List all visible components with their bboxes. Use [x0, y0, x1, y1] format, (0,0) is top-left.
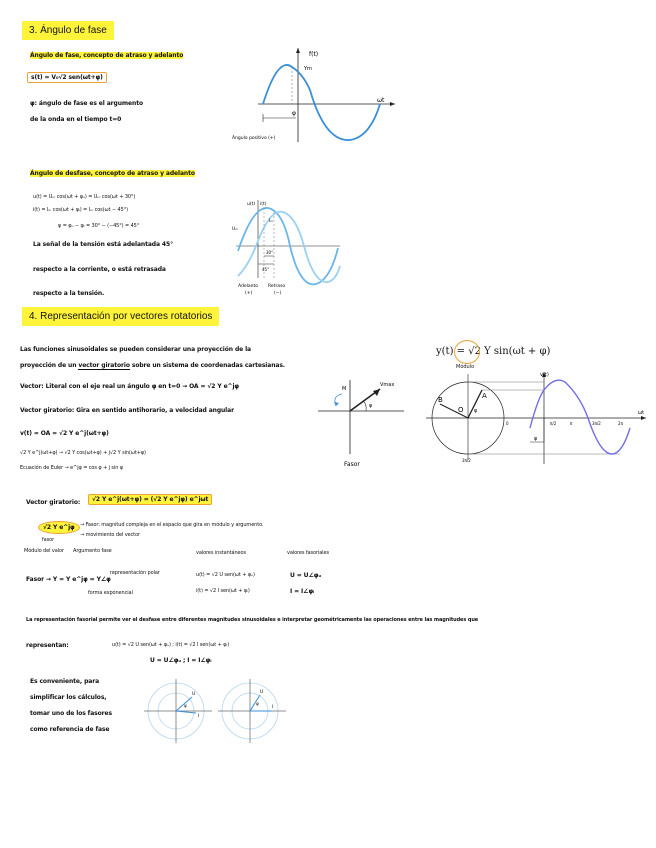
rot-pi2-tick: π/2: [550, 421, 557, 426]
fasor-sub: fasor: [42, 537, 55, 543]
label-mod-valor: Módulo del valor: [24, 548, 64, 554]
text-conveniente-3: tomar uno de los fasores: [30, 710, 112, 717]
text-sinusoidal-2-pre: proyección de un: [20, 362, 79, 369]
text-vector-giratorio: vector giratorio: [78, 362, 130, 369]
fasor-desc-2: → movimiento del vector: [80, 532, 140, 538]
col-instantaneos: valores instantáneos: [196, 550, 246, 556]
inst-current: i(t) = √2 I sen(ωt + φᵢ): [196, 588, 250, 594]
fas-current: I = I∠φᵢ: [290, 588, 315, 595]
rot-A-label: A: [482, 392, 487, 400]
graph2-lag-sub: (−): [274, 291, 282, 296]
fasor-eq-note-2: forma exponencial: [88, 590, 133, 596]
fasor-equation: Fasor → Y = Y e^jφ = Y∠φ: [26, 576, 111, 583]
fasor-desc-1: → Fasor: magnitud compleja en el espacio que gira en módulo y argumento.: [80, 522, 264, 528]
rot-vt-label: v(t): [540, 372, 549, 378]
d1-i-label: I: [198, 714, 200, 719]
phasor-diagram-1: [140, 675, 215, 745]
d1-u-label: U: [192, 692, 196, 697]
rot-phi2-label: φ: [534, 436, 538, 442]
rotating-vector-graph: [420, 368, 650, 464]
fasor-eq-note: representación polar: [110, 570, 160, 576]
inst-voltage: u(t) = √2 U sen(ωt + φᵤ): [196, 572, 255, 578]
d1-psi-label: ψ: [184, 703, 187, 708]
text-phase-def-1: φ: ángulo de fase es el argumento: [30, 100, 143, 107]
fasor-diagram: [312, 376, 410, 472]
fasor-caption: Fasor: [344, 461, 360, 468]
equation-phase-diff: ψ = φᵤ − φᵢ = 30° − (−45°) = 45°: [58, 223, 140, 229]
d2-u-label: U: [260, 690, 264, 695]
text-vector-def: Vector: Literal con el eje real un ángulo φ en t=0 → OA = √2 Y e^jφ: [20, 383, 240, 390]
text-phase-def-2: de la onda en el tiempo t=0: [30, 116, 122, 123]
equation-representan-1: u(t) = √2 U sen(ωt + φᵤ) ; i(t) = √2 I sen(ωt + φᵢ): [112, 642, 230, 648]
graph2-deg2-label: 45°: [262, 267, 270, 272]
subtitle-desfase: Ángulo de desfase, concepto de atraso y adelanto: [30, 170, 195, 177]
rot-2pi-tick: 2π: [618, 421, 623, 426]
vg-formula-box: √2 Y e^j(ωt+φ) = (√2 Y e^jφ) e^jωt: [88, 494, 212, 505]
d2-psi-label: ψ: [256, 701, 259, 706]
graph2-lead-sub: (+): [245, 291, 253, 296]
d2-i-label: I: [272, 705, 274, 710]
equation-vt: v(t) = OA = √2 Y e^j(ωt+φ): [20, 430, 109, 437]
col-fasoriales: valores fasoriales: [287, 550, 329, 556]
text-vector-giratorio-def: Vector giratorio: Gira en sentido antihorario, a velocidad angular: [20, 407, 234, 414]
graph1-phi-label: φ: [292, 110, 296, 117]
modulo-label: Módulo: [456, 364, 475, 370]
equation-representan-2: U = U∠φᵤ ; I = I∠φᵢ: [150, 657, 212, 664]
graph1-x-label: ωt: [377, 97, 385, 104]
formula-yt: y(t) = √2 Y sin(ωt + φ): [436, 346, 551, 357]
equation-euler: Ecuación de Euler → e^jφ = cos φ + j sin φ: [20, 465, 123, 471]
graph2-um-label: Uₘ: [232, 227, 239, 232]
text-conveniente-2: simplificar los cálculos,: [30, 694, 107, 701]
rot-3pi2-tick: 3π/2: [592, 421, 601, 426]
rot-3pi2-circle: 3π/2: [462, 458, 471, 463]
fasor-phi-label: φ: [369, 403, 373, 409]
phasor-diagram-2: [214, 675, 289, 745]
equation-voltage: u(t) = Uₘ cos(ωt + φᵤ) = Uₘ cos(ωt + 30°): [33, 194, 136, 200]
text-desfase-1: La señal de la tensión está adelantada 45°: [33, 241, 173, 248]
fasor-m-label: M: [342, 386, 347, 392]
highlight-circle: [454, 340, 480, 364]
formula-phase: s(t) = V₀√2 sen(ωt+φ): [27, 72, 107, 83]
graph2-deg1-label: 30°: [266, 250, 274, 255]
rot-O-label: O: [458, 406, 464, 414]
lead-lag-graph: [228, 196, 346, 298]
section-heading-vectores: 4. Representación por vectores rotatorios: [22, 307, 219, 326]
graph1-ym-label: Ym: [304, 66, 312, 72]
graph2-im-label: Iₘ: [269, 219, 274, 224]
rot-wt-label: ωt: [638, 410, 645, 416]
graph2-it-label: i(t): [260, 202, 267, 207]
section-heading-angulo-fase: 3. Ángulo de fase: [22, 21, 114, 40]
fasor-vmax-label: Vmax: [380, 382, 395, 388]
equation-euler-expansion: √2 Y e^j(ωt+φ) → √2 Y cos(ωt+φ) + j√2 Y sin(ωt+φ): [20, 450, 146, 456]
rot-phi-label: φ: [474, 408, 478, 414]
text-conveniente-4: como referencia de fase: [30, 726, 110, 733]
graph2-lag-label: Retraso: [268, 284, 286, 289]
vg-prefix: Vector giratorio:: [26, 499, 81, 506]
graph2-ut-label: u(t): [247, 202, 256, 207]
text-desfase-3: respecto a la tensión.: [33, 290, 105, 297]
text-representan: representan:: [26, 642, 69, 649]
fasor-box: √2 Y e^jφ: [38, 521, 80, 534]
graph2-lead-label: Adelanto: [238, 284, 259, 289]
graph1-y-label: f(t): [309, 51, 319, 58]
graph1-caption: Ángulo positivo (+): [232, 136, 276, 141]
fas-voltage: U = U∠φᵤ: [290, 572, 321, 579]
rot-pi-tick: π: [570, 421, 573, 426]
text-sinusoidal-1: Las funciones sinusoidales se pueden considerar una proyección de la: [20, 346, 252, 353]
text-desfase-2: respecto a la corriente, o está retrasada: [33, 266, 166, 273]
text-conveniente-1: Es conveniente, para: [30, 678, 100, 685]
phase-angle-graph: [230, 42, 405, 147]
rot-zero-tick: 0: [506, 421, 509, 426]
equation-current: i(t) = Iₘ cos(ωt + φᵢ) = Iₘ cos(ωt − 45°): [33, 207, 128, 213]
text-sinusoidal-2-post: sobre un sistema de coordenadas cartesianas.: [129, 362, 285, 369]
text-representacion: La representación fasorial permite ver el desfase entre diferentes magnitudes sinusoidales e interpretar geométricamente las operaciones entre las magnitudes que: [26, 617, 479, 623]
label-argumento: Argumento fase: [73, 548, 112, 554]
subtitle-angulo-fase: Ángulo de fase, concepto de atraso y adelanto: [30, 52, 184, 59]
rot-B-label: B: [438, 396, 443, 404]
